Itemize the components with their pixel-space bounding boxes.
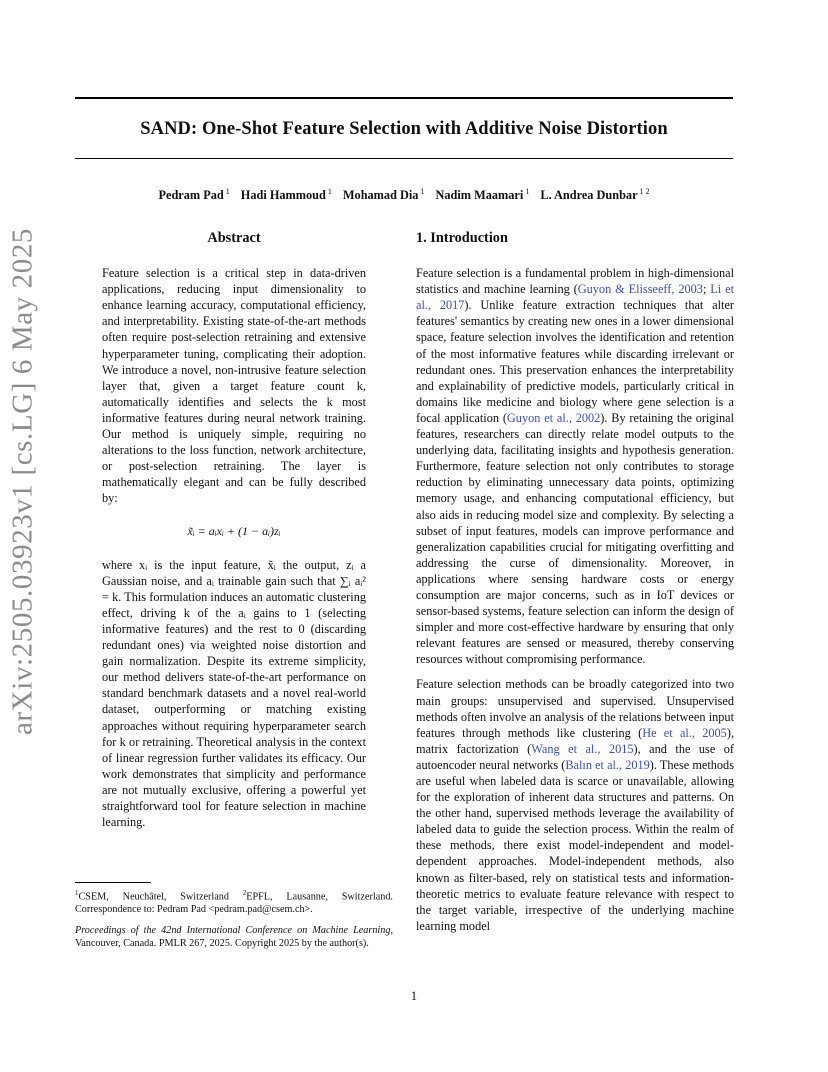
author: Nadim Maamari $^1$ [435, 187, 530, 203]
author: Hadi Hammoud $^1$ [240, 187, 332, 203]
left-column [102, 230, 366, 830]
abstract-equation: x̃ᵢ = aᵢxᵢ + (1 − aᵢ)zᵢ [187, 523, 281, 538]
introduction-paragraph: Feature selection is a fundamental problem in high-dimensional statistics and machine learning (Guyon & Elisseeff, 2003; Li et al., 2017). Unlike feature extraction techniques that alter features' semantics by creating new ones in a lower dimensional space, feature selection involves the identification and retention of the most informative features while discarding irrelevant or redundant ones. This preservation enhances the interpretability and explainability of predictive models, particularly critical in domains like medicine and biology where gene selection is a focal application (Guyon et al., 2002). By retaining the original features, researchers can directly relate model outputs to the underlying data, facilitating insights and hypothesis generation. Furthermore, feature selection not only contributes to storage reduction by eliminating unnecessary data points, optimizing memory usage, and enhancing computational efficiency, but also aids in reducing model size and complexity. By selecting a subset of input features, models can improve performance and generalization capabilities crucial for mitigating overfitting and addressing the curse of dimensionality. Moreover, in applications where sensing hardware costs or energy consumption are major concerns, such as in IoT devices or sensor-based systems, feature selection can inform the design of simpler and more cost-effective hardware by ensuring that only relevant features are sensed or measured, thereby conserving resources without compromising performance. [416, 266, 734, 667]
affiliation-footnote: $^1$CSEM, Neuchâtel, Switzerland $^2$EPFL, Lausanne, Switzerland. Correspondence to: Pedram Pad <pedram.pad@csem.ch>. [75, 889, 393, 916]
author: Pedram Pad $^1$ [158, 187, 230, 203]
abstract-paragraph: Feature selection is a critical step in data-driven applications, reducing input dimensionality to enhance learning accuracy, computational efficiency, and interpretability. Existing state-of-the-art methods often require post-selection retraining and extensive hyperparameter tuning, complicating their adoption. We introduce a novel, non-intrusive feature selection layer that, given a target feature count k, automatically identifies and selects the k most informative features during neural network training. Our method is uniquely simple, requiring no alterations to the loss function, network architecture, or post-selection retraining. The layer is mathematically elegant and can be fully described by: [102, 266, 366, 506]
abstract-paragraph: where xᵢ is the input feature, x̃ᵢ the output, zᵢ a Gaussian noise, and aᵢ trainable gain such that ∑ᵢ aᵢ² = k. This formulation induces an automatic clustering effect, driving k of the aᵢ gains to 1 (selecting informative features) and the rest to 0 (discarding redundant ones) via weighted noise distortion and gain normalization. Despite its extreme simplicity, our method delivers state-of-the-art performance on standard benchmark datasets and a novel real-world dataset, outperforming or matching existing approaches without requiring hyperparameter search for k or retraining. Theoretical analysis in the context of linear regression further validates its efficacy. Our work demonstrates that simplicity and performance are not mutually exclusive, offering a powerful yet straightforward tool for feature selection in machine learning. [102, 557, 366, 830]
footnote-area [75, 882, 393, 950]
introduction-paragraph: Feature selection methods can be broadly categorized into two main groups: unsupervised and supervised. Unsupervised methods often involve an analysis of the relations between input features through methods like clustering (He et al., 2005), matrix factorization (Wang et al., 2015), and the use of autoencoder neural networks (Balın et al., 2019). These methods are useful when labeled data is scarce or unavailable, allowing for the exploration of inherent data structures and patterns. On the other hand, supervised methods leverage the availability of labeled data to guide the selection process. Within the realm of these methods, there exist model-independent and model-dependent approaches. Model-independent methods, also known as filter-based, rely on statistical tests and information-theoretic metrics to evaluate feature relevance with respect to the target variable, irrespective of the underlying machine learning model [416, 677, 735, 933]
author: Mohamad Dia $^1$ [342, 187, 425, 203]
proceedings-note: Proceedings of the 42nd International Conference on Machine Learning, Vancouver, Canada. PMLR 267, 2025. Copyright 2025 by the author(s). [75, 925, 393, 950]
citation-link[interactable]: Li et al., 2017 [416, 282, 734, 313]
citation-link[interactable]: Balın et al., 2019 [565, 757, 650, 772]
title-top-rule [75, 97, 733, 99]
abstract-heading: Abstract [207, 230, 261, 246]
footnote-rule [75, 882, 151, 883]
right-column [416, 230, 734, 934]
title-bottom-rule [75, 158, 733, 159]
citation-link[interactable]: He et al., 2005 [642, 725, 727, 740]
citation-link[interactable]: Guyon & Elisseeff, 2003 [577, 282, 703, 297]
citation-link[interactable]: Guyon et al., 2002 [506, 410, 601, 425]
author: L. Andrea Dunbar $^{1 2}$ [540, 187, 650, 203]
arxiv-stamp: arXiv:2505.03923v1 [cs.LG] 6 May 2025 [6, 227, 39, 736]
citation-link[interactable]: Wang et al., 2015 [531, 741, 634, 756]
page-number: 1 [410, 989, 418, 1003]
author-list [75, 187, 733, 203]
introduction-heading: 1. Introduction [416, 230, 508, 246]
paper-title: SAND: One-Shot Feature Selection with Additive Noise Distortion [140, 119, 668, 139]
